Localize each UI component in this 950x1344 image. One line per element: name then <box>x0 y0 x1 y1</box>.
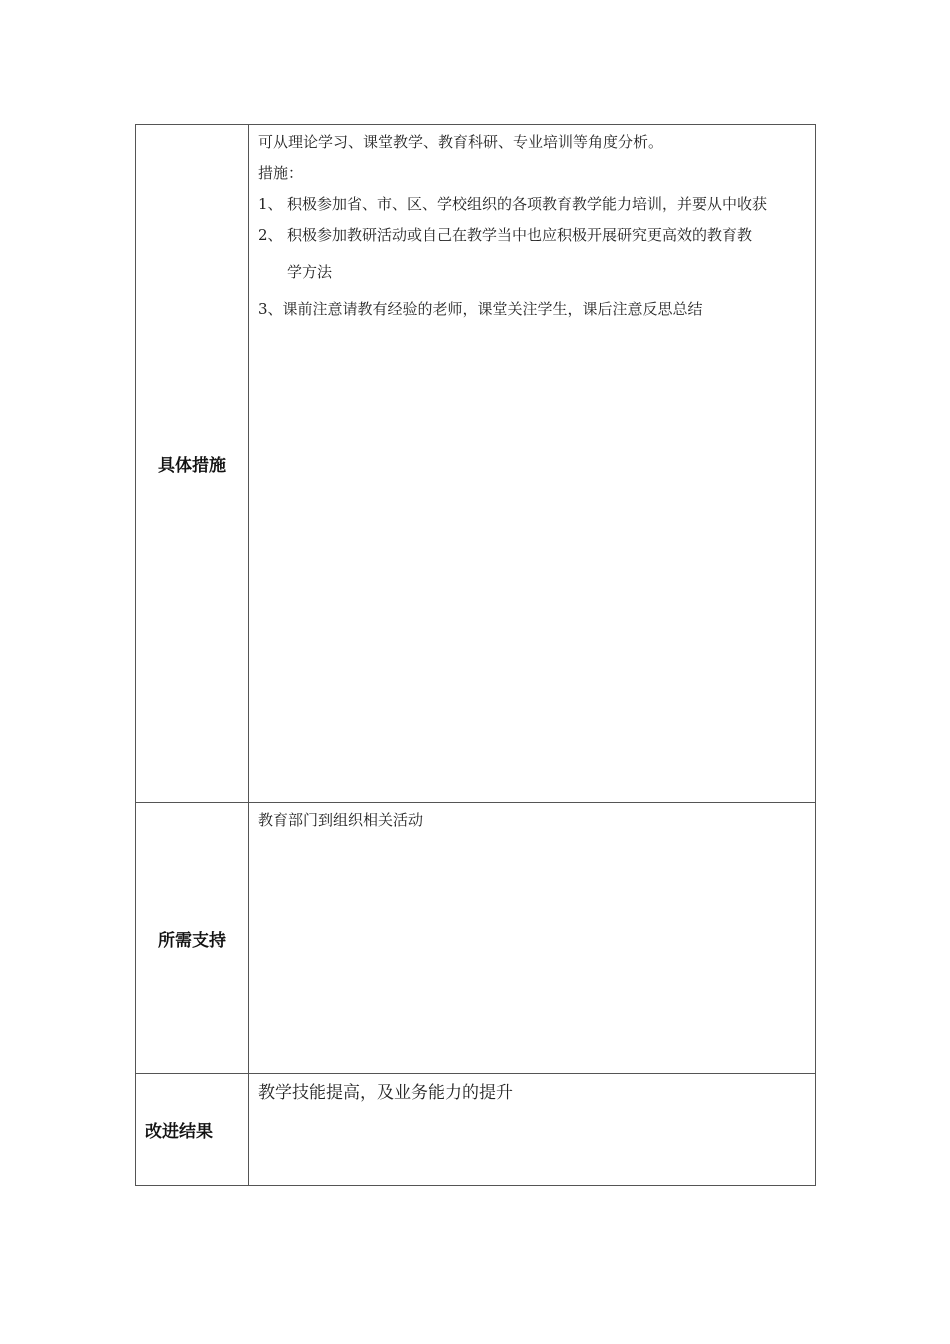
measures-intro: 可从理论学习、课堂教学、教育科研、专业培训等角度分析。 <box>258 133 664 151</box>
measures-item-1 <box>258 192 807 223</box>
result-label: 改进结果 <box>136 1074 249 1186</box>
measures-row <box>136 125 816 803</box>
support-row <box>136 803 816 1074</box>
item-number: 1、 <box>258 195 283 213</box>
measures-heading: 措施： <box>258 164 304 182</box>
result-row <box>136 1074 816 1186</box>
measures-item-2-continuation: 学方法 <box>287 263 333 281</box>
support-label: 所需支持 <box>136 803 249 1074</box>
support-text: 教育部门到组织相关活动 <box>258 811 424 829</box>
improvement-plan-table <box>135 124 816 1186</box>
measures-item-2 <box>258 223 807 260</box>
measures-item-3: 3、课前注意请教有经验的老师，课堂关注学生，课后注意反思总结 <box>258 300 703 318</box>
item-text: 积极参加省、市、区、学校组织的各项教育教学能力培训，并要从中收获 <box>287 195 768 213</box>
result-content <box>249 1074 816 1186</box>
support-content <box>249 803 816 1074</box>
result-text: 教学技能提高，及业务能力的提升 <box>258 1083 513 1103</box>
measures-label: 具体措施 <box>136 125 249 803</box>
item-number: 2、 <box>258 226 283 244</box>
measures-content <box>249 125 816 803</box>
item-text: 积极参加教研活动或自己在教学当中也应积极开展研究更高效的教育教 <box>287 226 753 244</box>
